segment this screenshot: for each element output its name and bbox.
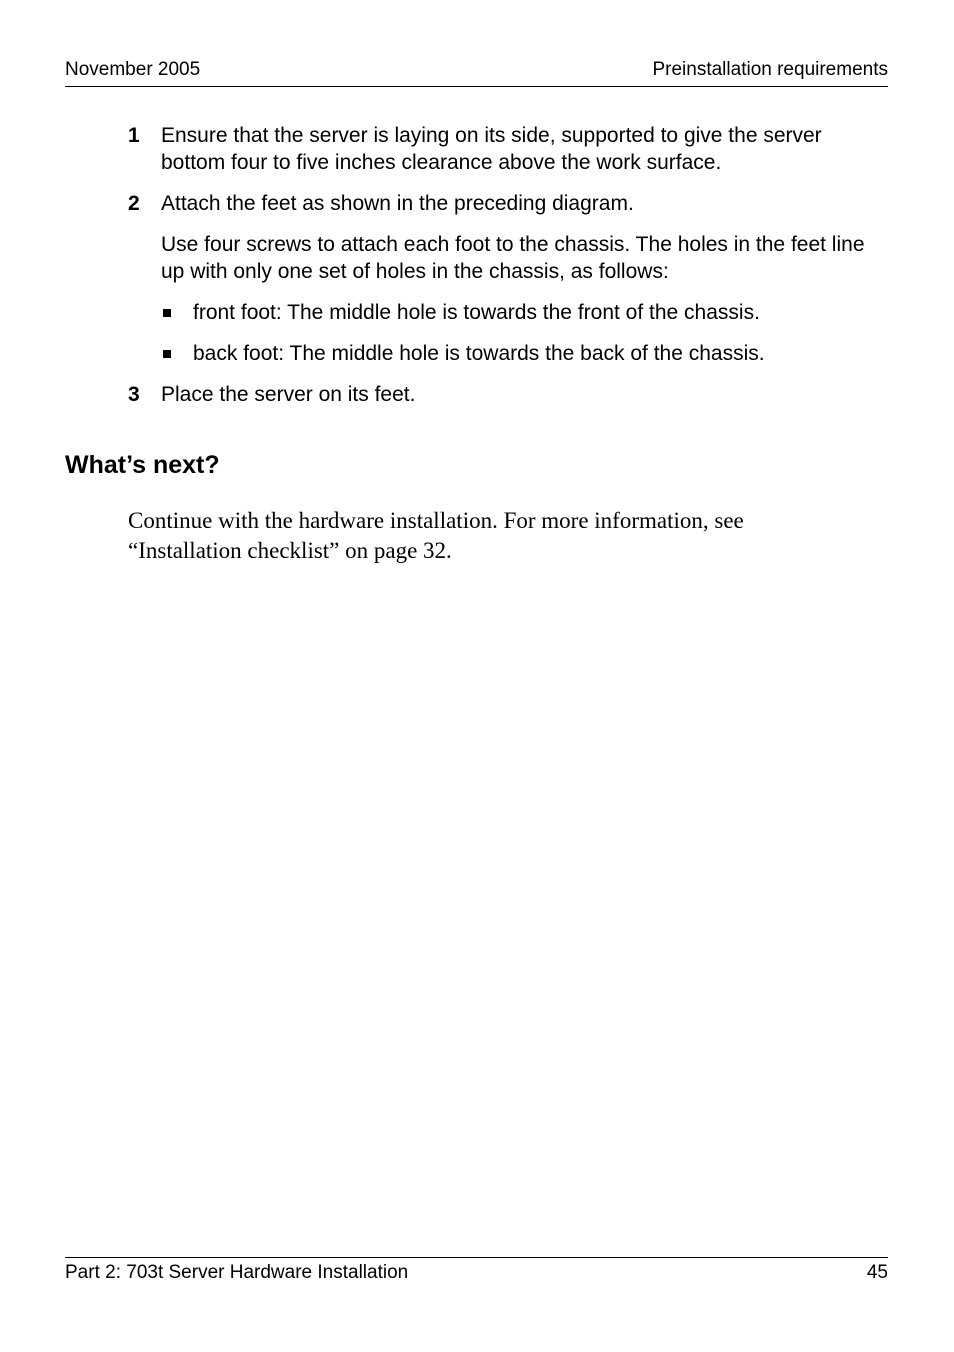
section-heading-whats-next: What’s next? <box>65 451 220 479</box>
step-number: 3 <box>128 383 140 406</box>
whats-next-paragraph: Continue with the hardware installation. For more information, see “Installation checklist” on page 32. <box>128 508 744 563</box>
bullet-text: front foot: The middle hole is towards the front of the chassis. <box>193 301 760 324</box>
page-header <box>65 58 888 87</box>
step-text: Place the server on its feet. <box>161 383 416 406</box>
step-text: Ensure that the server is laying on its side, supported to give the server bottom four to five inches clearance above the work surface. <box>161 124 822 174</box>
header-date: November 2005 <box>65 59 201 80</box>
bullet-square-icon <box>163 350 171 358</box>
step-text: Attach the feet as shown in the preceding diagram. <box>161 192 634 215</box>
step-number: 1 <box>128 124 140 147</box>
footer-page-number: 45 <box>866 1262 888 1283</box>
header-section-title: Preinstallation requirements <box>652 59 888 80</box>
bullet-text: back foot: The middle hole is towards the back of the chassis. <box>193 342 765 365</box>
page-footer <box>65 1257 888 1283</box>
footer-part-title: Part 2: 703t Server Hardware Installation <box>65 1262 409 1283</box>
bullet-square-icon <box>163 309 171 317</box>
step-2-detail: Use four screws to attach each foot to the chassis. The holes in the feet line up with only one set of holes in the chassis, as follows: <box>161 233 865 283</box>
step-number: 2 <box>128 192 140 215</box>
